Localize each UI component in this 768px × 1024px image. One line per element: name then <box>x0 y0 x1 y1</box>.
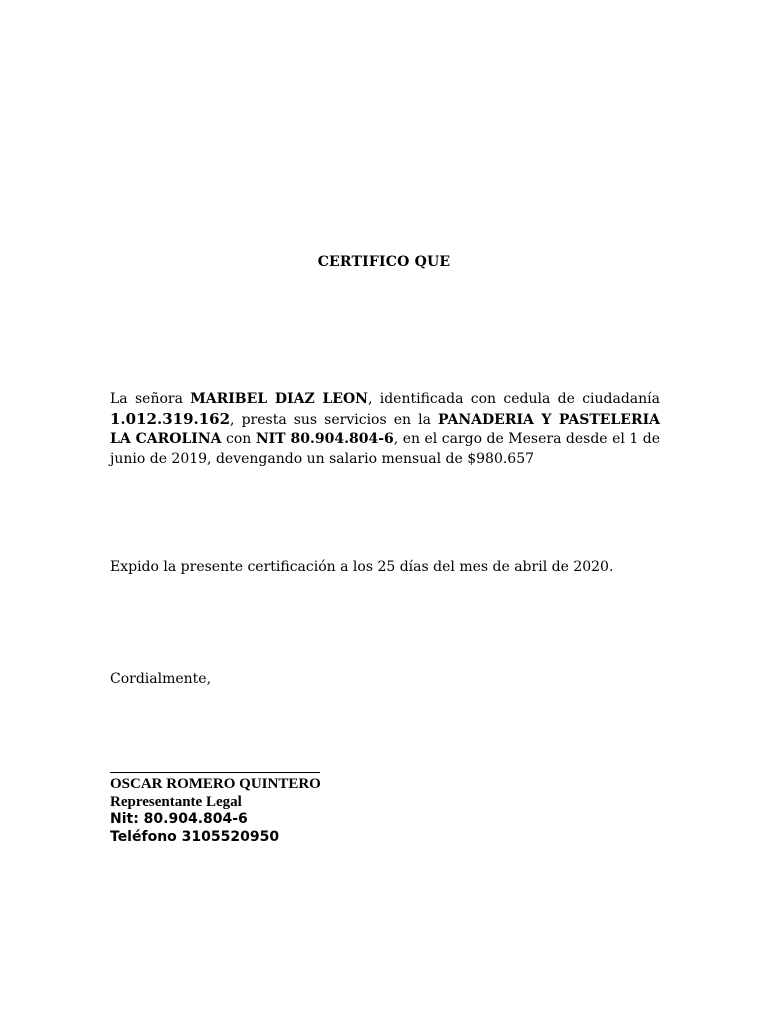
employee-name: MARIBEL DIAZ LEON <box>190 391 368 407</box>
signer-phone: Teléfono 3105520950 <box>110 829 280 845</box>
signature-line <box>110 772 320 773</box>
body-text-2: , identificada con cedula de ciudadanía <box>367 391 660 407</box>
company-nit: NIT 80.904.804-6 <box>255 431 394 447</box>
document-title: CERTIFICO QUE <box>317 254 451 270</box>
closing-salutation: Cordialmente, <box>110 671 212 687</box>
cedula-number: 1.012.319.162 <box>110 409 231 428</box>
signer-nit: Nit: 80.904.804-6 <box>110 811 248 827</box>
signer-role: Representante Legal <box>110 794 242 810</box>
body-text-1: La señora <box>110 391 191 407</box>
signer-name: OSCAR ROMERO QUINTERO <box>110 776 321 792</box>
certification-paragraph <box>110 390 660 469</box>
company-name: PANADERIA Y PASTELERIA LA CAROLINA <box>110 411 660 447</box>
body-text-4: con <box>221 431 256 447</box>
body-text-3: , presta sus servicios en la <box>230 411 438 428</box>
body-text-5: , en el cargo de Mesera desde el 1 de junio de 2019, devengando un salario mensual de $980.657 <box>110 431 661 467</box>
issue-statement: Expido la presente certificación a los 25 días del mes de abril de 2020. <box>110 559 614 575</box>
